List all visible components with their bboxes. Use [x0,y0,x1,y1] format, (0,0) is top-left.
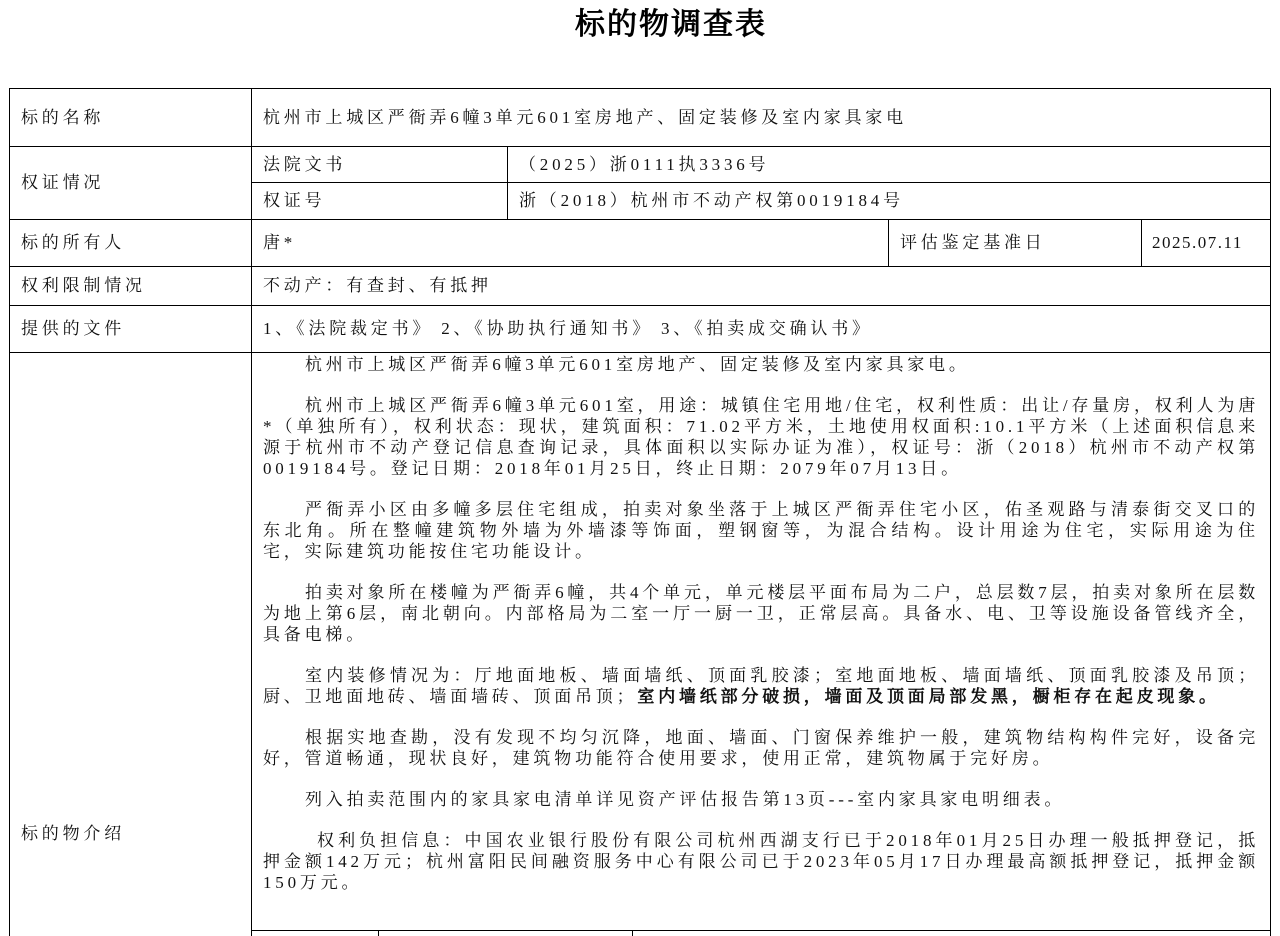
certificate-number-label: 权证号 [251,182,508,220]
description-label: 标的物介绍 [9,352,252,936]
right-restrictions-value: 不动产：有查封、有抵押 [251,266,1271,306]
subject-name-label: 标的名称 [9,88,252,147]
description-paragraph: 权利负担信息：中国农业银行股份有限公司杭州西湖支行已于2018年01月25日办理一般抵押登记，抵押金额142万元；杭州富阳民间融资服务中心有限公司已于2023年05月17日办理最高额抵押登记，抵押金额150万元。 [263,831,1259,892]
provided-documents-value [251,305,1271,353]
description-body [251,352,1271,931]
title-certificate-label: 权证情况 [9,146,252,220]
description-paragraph: 拍卖对象所在楼幢为严衙弄6幢，共4个单元，单元楼层平面布局为二户，总层数7层，拍卖对象所在层数为地上第6层，南北朝向。内部格局为二室一厅一厨一卫，正常层高。具备水、电、卫等设施设备管线齐全，具备电梯。 [263,583,1259,644]
document-title: 标的物调查表 [575,8,767,41]
next-row-cell [632,930,1271,936]
court-document-value: （2025）浙0111执3336号 [507,146,1271,183]
description-paragraph: 列入拍卖范围内的家具家电清单详见资产评估报告第13页---室内家具家电明细表。 [305,790,1066,809]
description-paragraph-text: 室内装修情况为：厅地面地板、墙面墙纸、顶面乳胶漆；室地面地板、墙面墙纸、顶面乳胶漆及吊顶；厨、卫地面地砖、墙面墙砖、顶面吊顶； [263,666,1259,706]
next-row-cell [378,930,633,936]
description-paragraph [263,665,1259,707]
description-paragraph: 严衙弄小区由多幢多层住宅组成，拍卖对象坐落于上城区严衙弄住宅小区，佑圣观路与清泰街交叉口的东北角。所在整幢建筑物外墙为外墙漆等饰面，塑钢窗等，为混合结构。设计用途为住宅，实际用途为住宅，实际建筑功能按住宅功能设计。 [263,500,1259,561]
right-restrictions-label: 权利限制情况 [9,266,252,306]
document-item: 3、《拍卖成交确认书》 [661,319,873,338]
description-paragraph: 根据实地查勘，没有发现不均匀沉降，地面、墙面、门窗保养维护一般，建筑物结构构件完好，设备完好，管道畅通，现状良好，建筑物功能符合使用要求，使用正常，建筑物属于完好房。 [263,728,1259,768]
valuation-date-value: 2025.07.11 [1141,219,1271,267]
valuation-date-label: 评估鉴定基准日 [888,219,1142,267]
description-paragraph-bold-text: 室内墙纸部分破损，墙面及顶面局部发黑，橱柜存在起皮现象。 [637,687,1220,706]
description-paragraph: 杭州市上城区严衙弄6幢3单元601室，用途：城镇住宅用地/住宅，权利性质：出让/存量房，权利人为唐*（单独所有），权利状态：现状，建筑面积：71.02平方米，土地使用权面积:10.1平方米（上述面积信息来源于杭州市不动产登记信息查询记录，具体面积以实际办证为准），权证号：浙（2018）杭州市不动产权第0019184号。登记日期：2018年01月25日，终止日期：2079年07月13日。 [263,396,1259,478]
provided-documents-label: 提供的文件 [9,305,252,353]
subject-name-value: 杭州市上城区严衙弄6幢3单元601室房地产、固定装修及室内家具家电 [251,88,1271,147]
court-document-label: 法院文书 [251,146,508,183]
owner-value: 唐* [251,219,889,267]
description-paragraph: 杭州市上城区严衙弄6幢3单元601室房地产、固定装修及室内家具家电。 [305,355,970,374]
owner-label: 标的所有人 [9,219,252,267]
document-item: 2、《协助执行通知书》 [441,319,654,338]
certificate-number-value: 浙（2018）杭州市不动产权第0019184号 [507,182,1271,220]
next-row-cell [251,930,379,936]
document-item: 1、《法院裁定书》 [263,319,434,338]
